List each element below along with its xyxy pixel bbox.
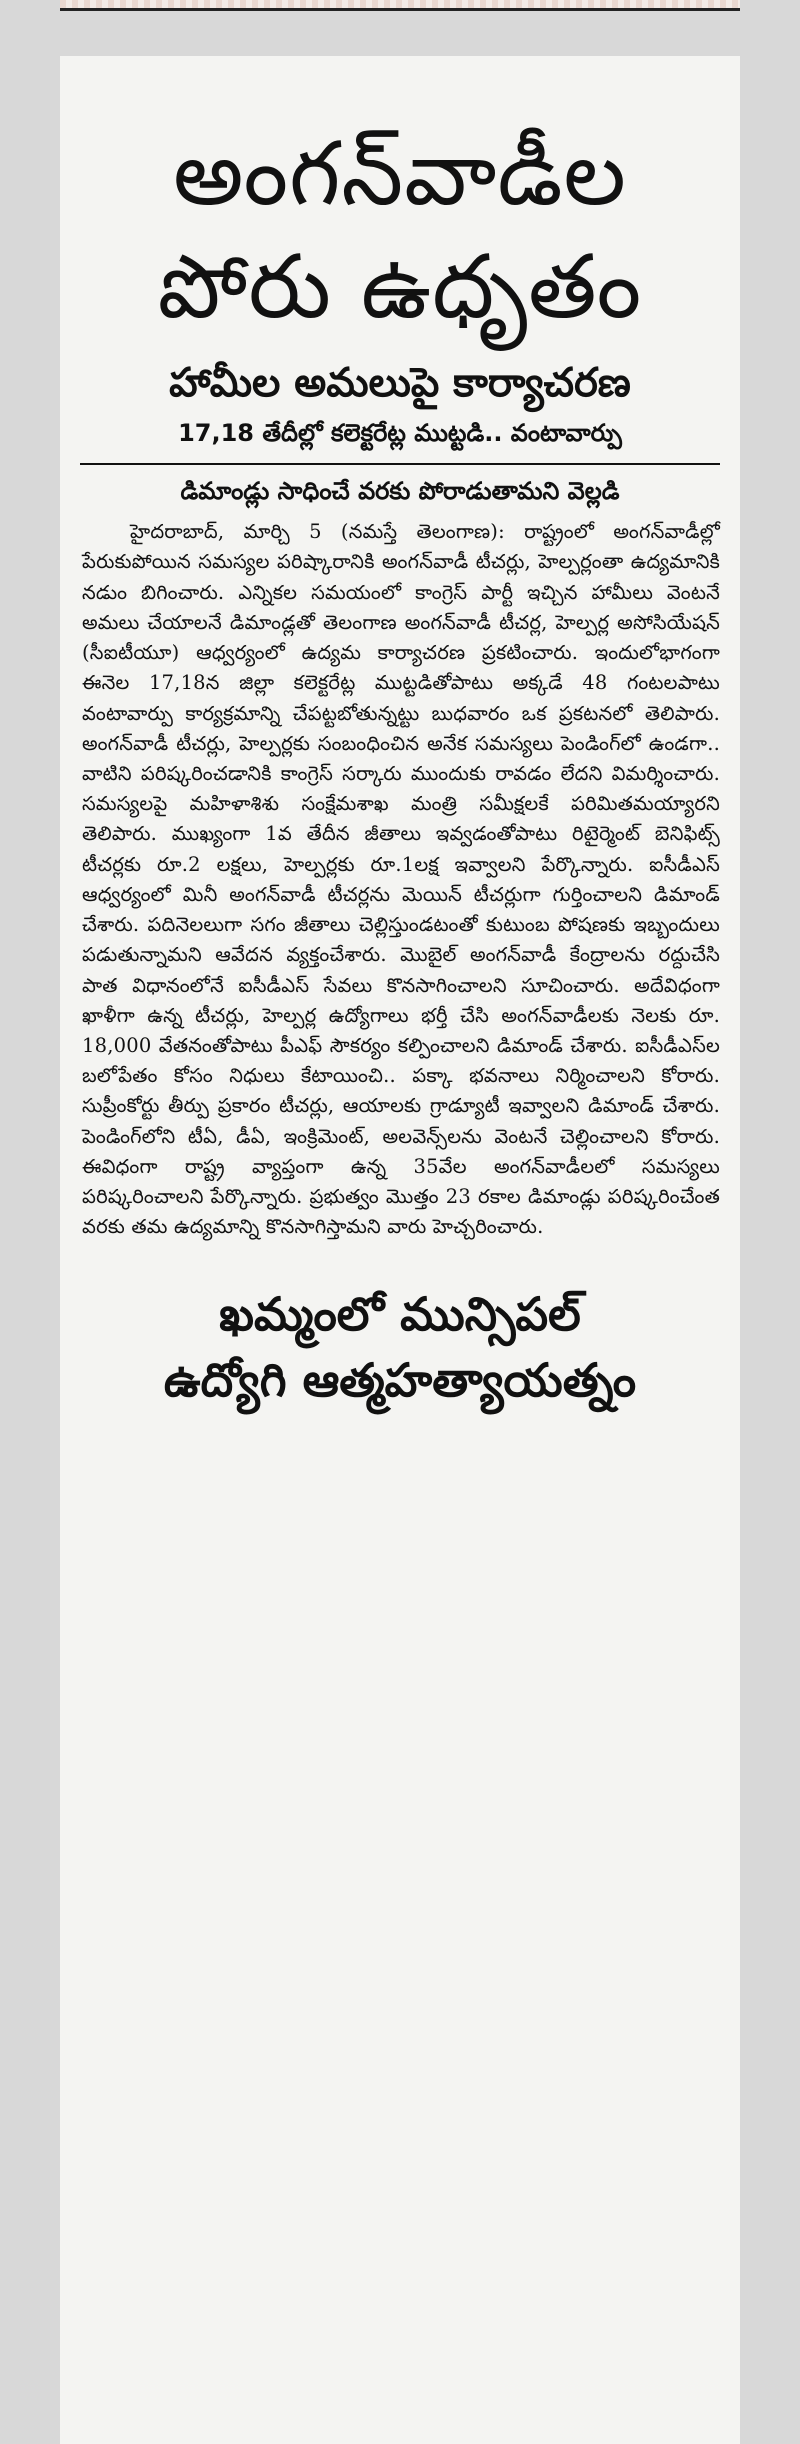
divider <box>80 463 720 465</box>
deck-line-2: డిమాండ్లు సాధించే వరకు పోరాడుతామని వెల్లడి <box>180 477 620 506</box>
news-clipping <box>60 56 740 2444</box>
headline <box>60 56 740 343</box>
deck-line-1: 17,18 తేదీల్లో కలెక్టరేట్ల ముట్టడి.. వంటావార్పు <box>178 419 622 448</box>
headline-line-2: పోరు ఉధృతం <box>157 234 643 338</box>
headline-line-1: అంగన్‌వాడీల <box>173 122 627 225</box>
next-headline-line-1: ఖమ్మంలో మున్సిపల్ <box>219 1286 581 1341</box>
subheadline: హామీల అమలుపై కార్యాచరణ <box>169 360 631 407</box>
next-article-headline <box>60 1281 740 1414</box>
article-body: హైదరాబాద్, మార్చి 5 (నమస్తే తెలంగాణ): రాష్ట్రంలో అంగన్‌వాడీల్లో పేరుకుపోయిన సమస్యల పరిష్కారానికి అంగన్‌వాడీ టీచర్లు, హెల్పర్లంతా ఉద్యమానికి నడుం బిగించారు. ఎన్నికల సమయంలో కాంగ్రెస్ పార్టీ ఇచ్చిన హామీలు వెంటనే అమలు చేయాలనే డిమాండ్లతో తెలంగాణ అంగన్‌వాడీ టీచర్ల, హెల్పర్ల అసోసియేషన్ (సీఐటీయూ) ఆధ్వర్యంలో ఉద్యమ కార్యాచరణ ప్రకటించారు. ఇందులోభాగంగా ఈనెల 17,18న జిల్లా కలెక్టరేట్ల ముట్టడితోపాటు అక్కడే 48 గంటలపాటు వంటావార్పు కార్యక్రమాన్ని చేపట్టబోతున్నట్టు బుధవారం ఒక ప్రకటనలో తెలిపారు. అంగన్‌వాడీ టీచర్లు, హెల్పర్లకు సంబంధించిన అనేక సమస్యలు పెండింగ్‌లో ఉండగా.. వాటిని పరిష్కరించడానికి కాంగ్రెస్ సర్కారు ముందుకు రావడం లేదని విమర్శించారు. సమస్యలపై మహిళాశిశు సంక్షేమశాఖ మంత్రి సమీక్షలకే పరిమితమయ్యారని తెలిపారు. ముఖ్యంగా 1వ తేదీన జీతాలు ఇవ్వడంతోపాటు రిటైర్మెంట్ బెనిఫిట్స్ టీచర్లకు రూ.2 లక్షలు, హెల్పర్లకు రూ.1లక్ష ఇవ్వాలని పేర్కొన్నారు. ఐసీడీఎస్ ఆధ్వర్యంలో మినీ అంగన్‌వాడీ టీచర్లను మెయిన్ టీచర్లుగా గుర్తించాలని డిమాండ్ చేశారు. పదినెలలుగా సగం జీతాలు చెల్లిస్తుండటంతో కుటుంబ పోషణకు ఇబ్బందులు పడుతున్నామని ఆవేదన వ్యక్తంచేశారు. మొబైల్ అంగన్‌వాడీ కేంద్రాలను రద్దుచేసి పాత విధానంలోనే ఐసీడీఎస్ సేవలు కొనసాగించాలని సూచించారు. అదేవిధంగా ఖాళీగా ఉన్న టీచర్లు, హెల్పర్ల ఉద్యోగాలు భర్తీ చేసి అంగన్‌వాడీలకు నెలకు రూ. 18,000 వేతనంతోపాటు పీఎఫ్ సౌకర్యం కల్పించాలని డిమాండ్ చేశారు. ఐసీడీఎస్‌ల బలోపేతం కోసం నిధులు కేటాయించి.. పక్కా భవనాలు నిర్మించాలని కోరారు. సుప్రీంకోర్టు తీర్పు ప్రకారం టీచర్లు, ఆయాలకు గ్రాడ్యూటీ ఇవ్వాలని డిమాండ్ చేశారు. పెండింగ్‌లోని టీఏ, డీఏ, ఇంక్రిమెంట్, అలవెన్స్‌లను వెంటనే చెల్లించాలని కోరారు. ఈవిధంగా రాష్ట్ర వ్యాప్తంగా ఉన్న 35వేల అంగన్‌వాడీలలో సమస్యలు పరిష్కరించాలని పేర్కొన్నారు. ప్రభుత్వం మొత్తం 23 రకాల డిమాండ్లు పరిష్కరించేంత వరకు తమ ఉద్యమాన్ని కొనసాగిస్తామని వారు హెచ్చరించారు. <box>82 520 720 1239</box>
next-headline-line-2: ఉద్యోగి ఆత్మహత్యాయత్నం <box>163 1353 637 1408</box>
previous-article-strip <box>60 0 740 11</box>
